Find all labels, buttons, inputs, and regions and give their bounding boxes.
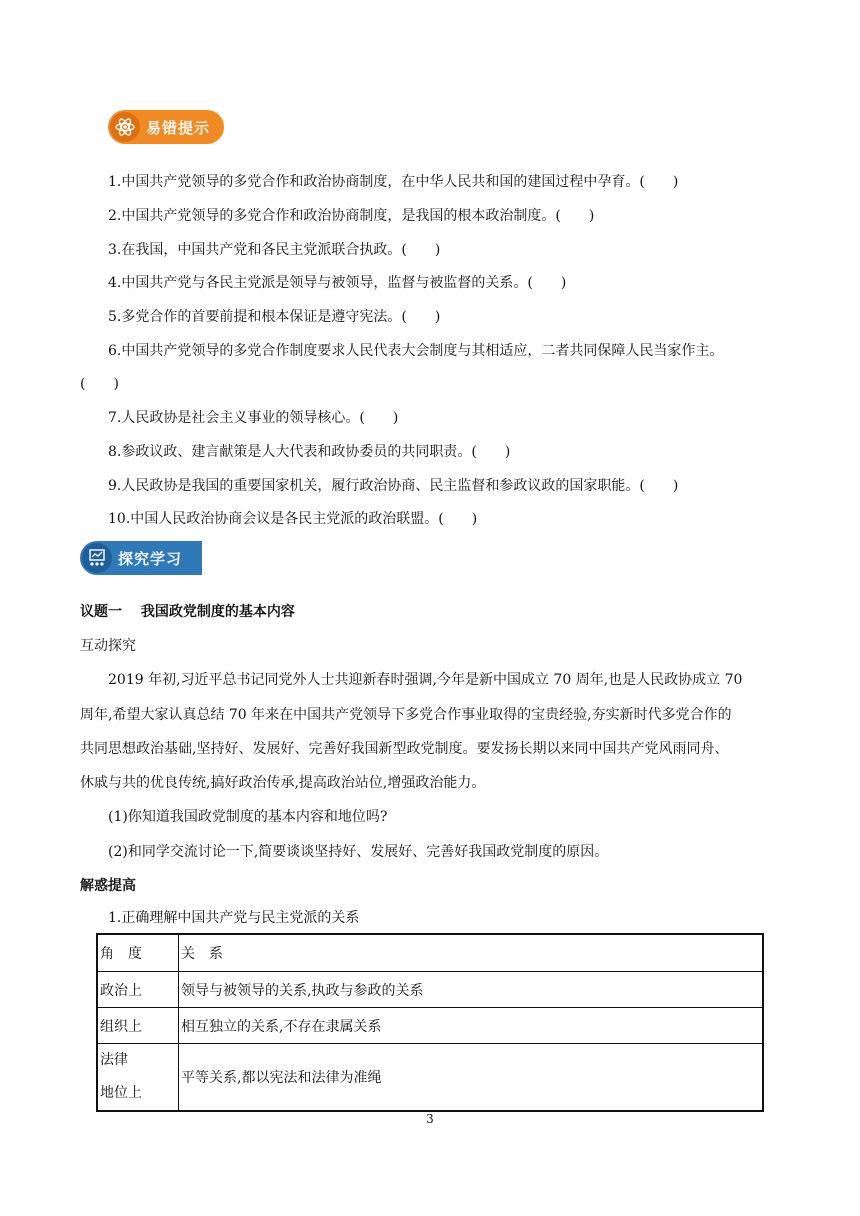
tip-item: 7.人民政协是社会主义事业的领导核心。( ) <box>108 410 399 426</box>
tip-item: 4.中国共产党与各民主党派是领导与被领导，监督与被监督的关系。( ) <box>108 275 567 291</box>
table-cell-angle <box>97 1044 179 1112</box>
presentation-icon <box>82 543 112 573</box>
study-banner-label: 探究学习 <box>118 549 183 568</box>
table-row <box>97 972 763 1008</box>
table-row <box>97 1044 763 1112</box>
table-cell-angle: 政治上 <box>97 972 179 1008</box>
study-banner <box>80 541 202 575</box>
page-number: 3 <box>426 1112 434 1126</box>
tip-item: 5.多党合作的首要前提和根本保证是遵守宪法。( ) <box>108 309 441 325</box>
tip-item: 10.中国人民政治协商会议是各民主党派的政治联盟。( ) <box>108 511 478 527</box>
passage-line: 周年,希望大家认真总结 70 年来在中国共产党领导下多党合作事业取得的宝贵经验,夯实新时代多党合作的 <box>80 707 732 723</box>
table-cell-angle: 组织上 <box>97 1008 179 1044</box>
point-title: 1.正确理解中国共产党与民主党派的关系 <box>108 910 360 926</box>
tip-item: 1.中国共产党领导的多党合作和政治协商制度，在中华人民共和国的建国过程中孕育。( ) <box>108 174 679 190</box>
atom-icon <box>110 112 140 142</box>
table-cell-relation: 相互独立的关系,不存在隶属关系 <box>179 1008 764 1044</box>
question-item: (1)你知道我国政党制度的基本内容和地位吗? <box>108 809 388 825</box>
passage-line: 共同思想政治基础,坚持好、发展好、完善好我国新型政党制度。要发扬长期以来同中国共产党风雨同舟、 <box>80 741 729 757</box>
table-header-cell: 关 系 <box>179 934 764 972</box>
angle-line: 地位上 <box>100 1085 142 1101</box>
table-header-row <box>97 934 763 972</box>
topic-title: 议题一 我国政党制度的基本内容 <box>80 604 295 620</box>
tip-item: 9.人民政协是我国的重要国家机关，履行政治协商、民主监督和参政议政的国家职能。( ) <box>108 478 679 494</box>
tips-banner <box>108 110 224 144</box>
table-cell-relation: 平等关系,都以宪法和法律为准绳 <box>179 1044 764 1112</box>
tip-item: 6.中国共产党领导的多党合作制度要求人民代表大会制度与其相适应，二者共同保障人民当家作主。 <box>108 343 724 359</box>
interactive-heading: 互动探究 <box>80 638 136 654</box>
tip-item-continuation: ( ) <box>80 376 119 392</box>
angle-line: 法律 <box>100 1052 128 1068</box>
explain-heading: 解惑提高 <box>80 878 136 894</box>
passage-line: 休戚与共的优良传统,搞好政治传承,提高政治站位,增强政治能力。 <box>80 775 486 791</box>
table-cell-relation: 领导与被领导的关系,执政与参政的关系 <box>179 972 764 1008</box>
tip-item: 8.参政议政、建言献策是人大代表和政协委员的共同职责。( ) <box>108 444 511 460</box>
passage-line: 2019 年初,习近平总书记同党外人士共迎新春时强调,今年是新中国成立 70 周年,也是人民政协成立 70 <box>108 672 743 688</box>
question-item: (2)和同学交流讨论一下,简要谈谈坚持好、发展好、完善好我国政党制度的原因。 <box>108 844 609 860</box>
tip-item: 2.中国共产党领导的多党合作和政治协商制度，是我国的根本政治制度。( ) <box>108 208 595 224</box>
table-header-cell: 角 度 <box>97 934 179 972</box>
tip-item: 3.在我国，中国共产党和各民主党派联合执政。( ) <box>108 242 441 258</box>
relationship-table <box>96 933 764 1112</box>
table-row <box>97 1008 763 1044</box>
tips-banner-label: 易错提示 <box>146 118 211 137</box>
